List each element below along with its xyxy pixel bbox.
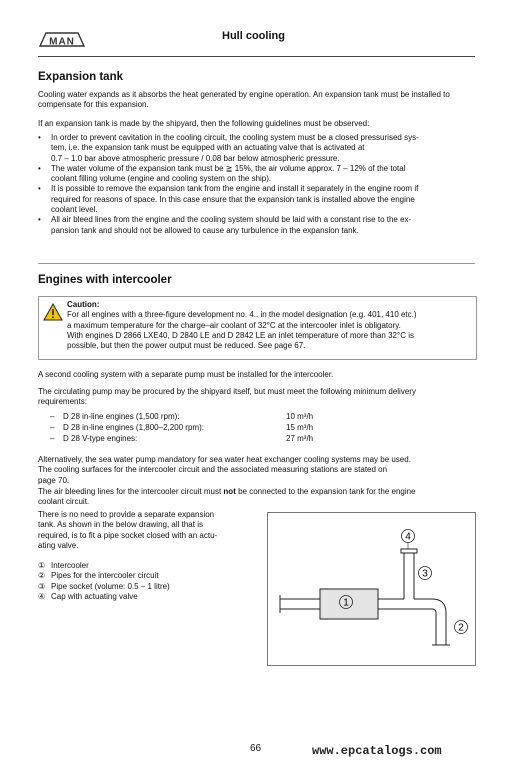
intercooler-paragraph-5	[38, 510, 263, 551]
text-line: There is no need to provide a separate expansion	[38, 510, 215, 519]
legend-text: Cap with actuating valve	[51, 591, 138, 601]
text-line: requirements:	[38, 397, 87, 407]
bullet-line: The water volume of the expansion tank must be ≧ 15%, the air volume approx. 7 – 12% of the total	[51, 163, 406, 173]
requirement-value: 27 m³/h	[286, 434, 314, 443]
callout-1-label: 1	[343, 597, 349, 609]
svg-text:MAN: MAN	[49, 36, 75, 48]
intercooler-paragraph-2	[38, 387, 475, 408]
callout-2-label: 2	[458, 622, 464, 634]
bullet-line: required for reasons of space. In this case ensure that the expansion tank is installed above the engine	[51, 194, 415, 204]
callout-4-label: 4	[405, 531, 411, 543]
dash: –	[50, 423, 55, 432]
intercooler-paragraph-3	[38, 455, 475, 486]
text-line: The cooling surfaces for the intercooler circuit and the associated measuring stations are stated on	[38, 465, 388, 475]
list-item	[50, 434, 350, 445]
bullet-line: tem, i.e. the expansion tank must be equipped with an actuating valve that is activated at	[51, 143, 365, 153]
page-title: Hull cooling	[222, 30, 285, 42]
legend-number: ③	[38, 581, 46, 591]
bullet-line: pansion tank and should not be allowed to cause any turbulence in the expansion tank.	[51, 225, 359, 235]
legend-number: ①	[38, 561, 46, 570]
requirement-label: D 28 V-type engines:	[63, 434, 138, 443]
requirement-value: 15 m³/h	[286, 423, 314, 432]
text-line: ating valve.	[38, 540, 79, 550]
bullet-line: It is possible to remove the expansion tank from the engine and install it separately in the engine room if	[51, 184, 419, 194]
legend-item	[38, 592, 263, 602]
caution-line: a maximum temperature for the charge–air coolant of 32°C at the intercooler inlet is obligatory.	[67, 320, 401, 330]
legend-item	[38, 571, 263, 581]
watermark: www.epcatalogs.com	[312, 744, 442, 758]
text-line: page 70.	[38, 475, 70, 485]
text-line: coolant circuit.	[38, 497, 90, 507]
emphasis-not: not	[223, 487, 236, 496]
callout-3-label: 3	[422, 568, 428, 580]
bullet-line: All air bleed lines from the engine and the cooling system should be laid with a constant rise to the ex-	[51, 215, 412, 225]
list-item: • In order to prevent cavitation in the cooling circuit, the cooling system must be a closed pressurised sys- tem, i.e. the expansion tank must be equipped with an actuating valve that is activated at 0.7 – 1.0 bar above atmospheric pressure / 0.08 bar below atmospheric pressure.	[38, 133, 475, 164]
requirement-label: D 28 in-line engines (1,800–2,200 rpm):	[63, 423, 204, 432]
page-number: 66	[250, 743, 262, 754]
warning-icon	[43, 303, 63, 326]
bullet-line: 0.7 – 1.0 bar above atmospheric pressure / 0.08 bar below atmospheric pressure.	[51, 153, 340, 163]
header-rule	[38, 56, 475, 57]
requirement-label: D 28 in-line engines (1,500 rpm):	[63, 412, 180, 421]
text-run: The air bleeding lines for the intercooler circuit must	[38, 487, 224, 496]
text-line: Alternatively, the sea water pump mandatory for sea water heat exchanger cooling systems may be used.	[38, 455, 411, 464]
caution-box	[38, 296, 477, 360]
legend-text: Pipes for the intercooler circuit	[51, 571, 159, 581]
intercooler-diagram	[267, 512, 476, 666]
legend-text: Intercooler	[51, 561, 89, 570]
caution-title: Caution:	[67, 300, 100, 309]
caution-line: With engines D 2866 LXE40, D 2840 LE and D 2842 LE an inlet temperature of more than 32°C is	[67, 330, 414, 340]
legend-number: ④	[38, 591, 46, 601]
legend-number: ②	[38, 571, 46, 581]
section-heading-intercooler: Engines with intercooler	[38, 274, 172, 286]
intercooler-paragraph-4	[38, 487, 475, 508]
list-item	[50, 423, 350, 434]
text-run: be connected to the expansion tank for the engine	[235, 487, 416, 496]
intercooler-paragraph-1: A second cooling system with a separate pump must be installed for the intercooler.	[38, 370, 334, 379]
figure-legend	[38, 561, 263, 602]
man-logo	[38, 30, 86, 53]
list-item: • All air bleed lines from the engine and the cooling system should be laid with a constant rise to the ex- pansion tank and should not be allowed to cause any turbulence in the expansion tank.	[38, 215, 475, 236]
text-line: required, is to fit a pipe socket closed with an actu-	[38, 530, 218, 540]
bullet-line: coolant filling volume (engine and cooling system on the ship).	[51, 174, 272, 184]
dash: –	[50, 412, 55, 421]
expansion-paragraph-1: Cooling water expands as it absorbs the heat generated by engine operation. An expansion tank must be installed to compensate for this expansion.	[38, 90, 450, 110]
section-heading-expansion: Expansion tank	[38, 71, 123, 83]
expansion-paragraph-2: If an expansion tank is made by the shipyard, then the following guidelines must be observed:	[38, 119, 370, 128]
list-item: • It is possible to remove the expansion tank from the engine and install it separately in the engine room if required for reasons of space. In this case ensure that the expansion tank is installed above the engine coolant level.	[38, 184, 475, 215]
requirements-list	[50, 412, 350, 445]
caution-line: For all engines with a three-figure development no. 4.. in the model designation (e.g. 401, 410 etc.)	[67, 310, 417, 320]
cap-valve-shape	[401, 549, 417, 553]
bullet-line: In order to prevent cavitation in the cooling circuit, the cooling system must be a closed pressurised sys-	[51, 133, 419, 142]
section-divider	[38, 263, 475, 264]
list-item	[50, 412, 350, 423]
text-line: tank. As shown in the below drawing, all that is	[38, 520, 203, 530]
requirement-value: 10 m³/h	[286, 412, 314, 421]
legend-item	[38, 582, 263, 592]
list-item: • The water volume of the expansion tank must be ≧ 15%, the air volume approx. 7 – 12% of the total coolant filling volume (engine and cooling system on the ship).	[38, 164, 475, 185]
expansion-bullet-list	[38, 133, 475, 236]
intercooler-shape	[320, 589, 378, 619]
diagram-svg	[268, 513, 475, 665]
text-line: The circulating pump may be procured by the shipyard itself, but must meet the following minimum delivery	[38, 387, 416, 396]
bullet-line: coolant level.	[51, 205, 98, 215]
dash: –	[50, 434, 55, 443]
legend-item	[38, 561, 263, 571]
legend-text: Pipe socket (volume: 0.5 – 1 litre)	[51, 581, 170, 591]
caution-line: possible, but then the power output must be reduced. See page 67.	[67, 341, 306, 351]
